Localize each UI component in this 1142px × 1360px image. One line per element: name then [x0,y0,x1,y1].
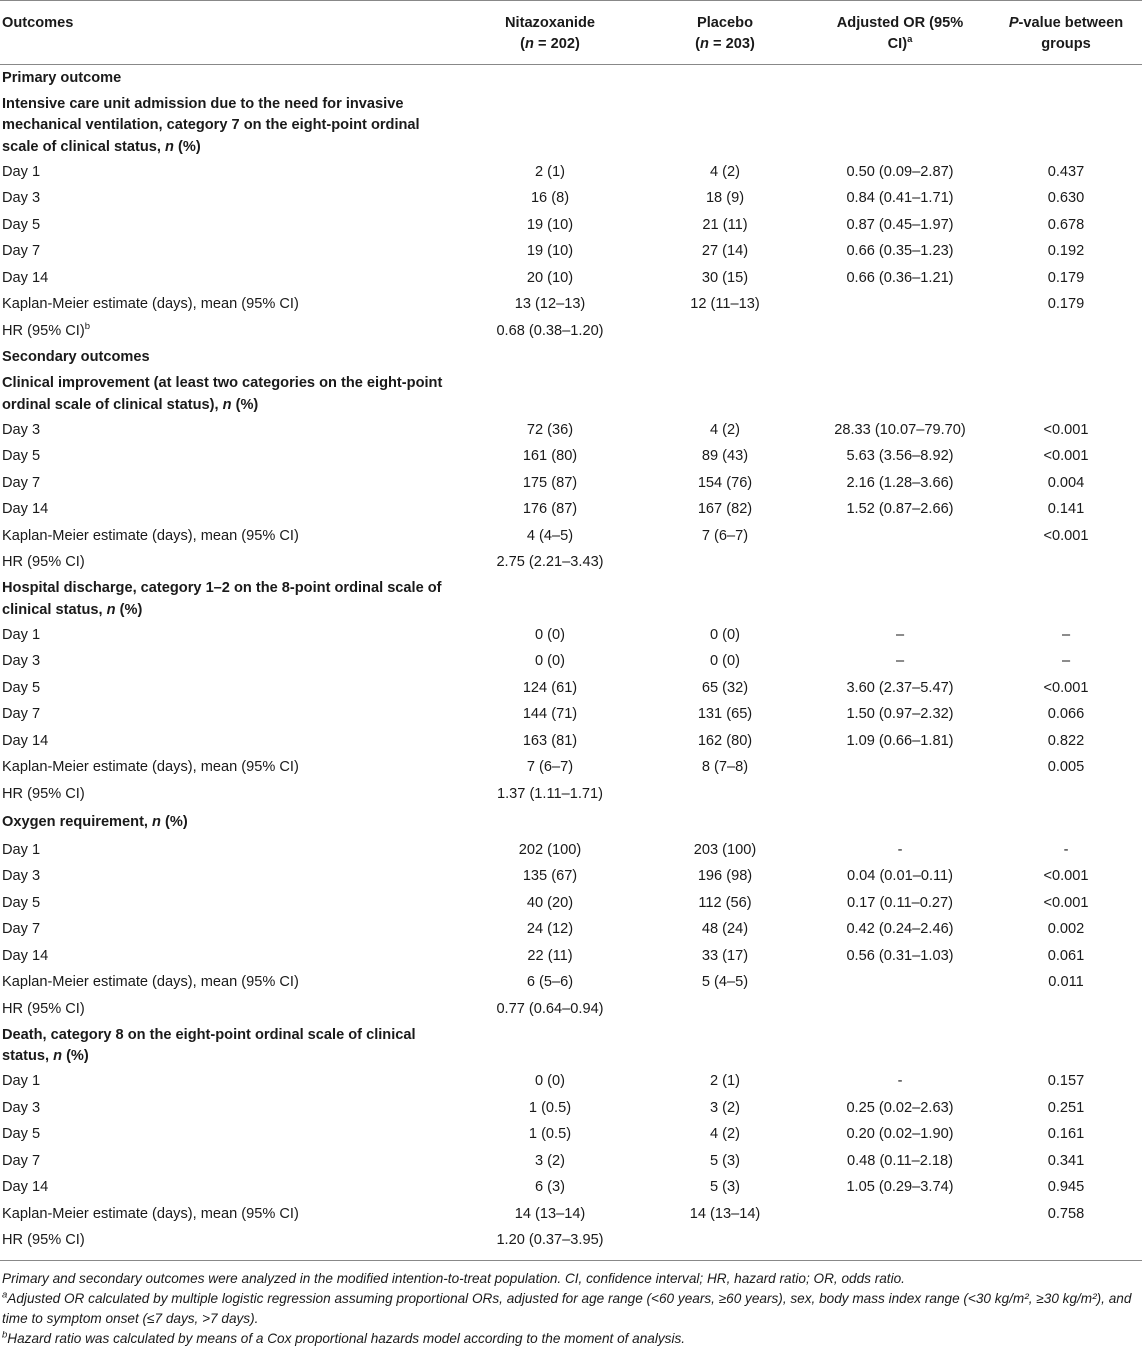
row-label [0,702,460,729]
nitazoxanide-value: 0 (0) [534,626,565,643]
placebo-value: 33 (17) [701,947,749,964]
empty-cell [990,371,1142,417]
placebo-value: 4 (2) [709,1126,740,1143]
row-label [0,186,460,213]
table-row [0,265,1142,292]
header-placebo: Placebo (n = 203) [640,1,810,65]
placebo-value: 0 (0) [709,653,740,670]
p-value [990,781,1142,808]
placebo-value: 7 (6–7) [701,527,749,544]
p-value: <0.001 [1043,679,1089,696]
placebo-value: 5 (3) [709,1152,740,1169]
empty-cell [990,65,1142,92]
adjusted-or-value: 0.50 (0.09–2.87) [846,163,954,180]
header-p-value: P-value between groups [990,1,1142,65]
footnote-b: $^b$Hazard ratio was calculated by means of a Cox proportional hazards model according to the moment of analysis. [2,1329,686,1346]
footnote-a: $^a$Adjusted OR calculated by multiple logistic regression assuming proportional ORs, adjusted for age range (<60 years, ≥60 years), sex, body mass index range (<30 kg/m², ≥30 kg/m²), and time to symptom onset (≤7 days, >7 days). [2,1289,1132,1326]
row-label-text: Day 5 [2,894,41,911]
nitazoxanide-value: 19 (10) [526,243,574,260]
placebo-value: 162 (80) [697,732,753,749]
placebo-value: 14 (13–14) [689,1205,761,1222]
p-value: 0.011 [1048,974,1084,991]
p-value: 0.141 [1047,501,1085,518]
empty-cell [810,65,990,92]
row-label [0,943,460,970]
row-label-text: Kaplan-Meier estimate (days), mean (95% CI) [2,1205,299,1222]
subheading-row [0,92,1142,160]
adjusted-or-value [810,970,990,997]
placebo-value: 4 (2) [709,163,740,180]
empty-cell [640,808,810,838]
adjusted-or-value: 0.04 (0.01–0.11) [846,868,954,885]
table-header [0,1,1142,65]
placebo-value: 8 (7–8) [701,759,749,776]
row-label-text: Day 14 [2,501,49,518]
section-row [0,345,1142,372]
row-label [0,917,460,944]
empty-cell [990,345,1142,372]
row-label [0,755,460,782]
table-row [0,1069,1142,1096]
row-label [0,970,460,997]
empty-cell [810,345,990,372]
adjusted-or-value: 0.20 (0.02–1.90) [846,1126,954,1143]
p-value: 0.002 [1047,921,1085,938]
nitazoxanide-value: 2.75 (2.21–3.43) [496,554,604,571]
adjusted-or-value: 0.56 (0.31–1.03) [846,947,954,964]
placebo-value: 30 (15) [701,269,749,286]
empty-cell [640,371,810,417]
row-label [0,444,460,471]
empty-cell [460,808,640,838]
outcome-subheading: Oxygen requirement, n (%) [2,814,188,830]
placebo-value: 3 (2) [709,1099,740,1116]
nitazoxanide-value: 1.20 (0.37–3.95) [460,1228,640,1261]
adjusted-or-value [810,1201,990,1228]
table-footnotes [0,1261,1142,1349]
outcome-subheading: Death, category 8 on the eight-point ordinal scale of clinical status, n (%) [2,1026,416,1064]
p-value: 0.678 [1047,216,1085,233]
nitazoxanide-value: 1 (0.5) [528,1126,572,1143]
nitazoxanide-value: 135 (67) [522,868,578,885]
p-value: <0.001 [1043,421,1089,438]
table-row [0,550,1142,577]
row-label [0,864,460,891]
row-label-text: Day 5 [2,679,41,696]
nitazoxanide-value: 72 (36) [526,421,574,438]
row-label [0,470,460,497]
placebo-value: 2 (1) [709,1073,740,1090]
placebo-value: 0 (0) [709,626,740,643]
table-row [0,1095,1142,1122]
adjusted-or-value: 0.87 (0.45–1.97) [846,216,954,233]
p-value: <0.001 [1043,868,1089,885]
subheading-row [0,1023,1142,1069]
row-label [0,649,460,676]
p-value: 0.822 [1047,732,1085,749]
adjusted-or-value: 3.60 (2.37–5.47) [846,679,954,696]
row-label [0,1148,460,1175]
empty-cell [810,1023,990,1069]
outcome-subheading: Intensive care unit admission due to the need for invasive mechanical ventilation, category 7 on the eight-point ordinal scale of clinical status, n (%) [2,95,420,155]
placebo-value [640,781,810,808]
section-title: Primary outcome [2,69,122,86]
p-value: 0.161 [1047,1126,1085,1143]
table-row [0,1201,1142,1228]
nitazoxanide-value: 3 (2) [534,1152,565,1169]
placebo-value [640,318,810,345]
p-value: 0.061 [1047,947,1085,964]
adjusted-or-value: 2.16 (1.28–3.66) [846,474,954,491]
row-label-text: Kaplan-Meier estimate (days), mean (95% CI) [2,974,299,991]
adjusted-or-value [810,1228,990,1261]
row-label-text: Day 7 [2,921,41,938]
nitazoxanide-value: 22 (11) [527,947,573,964]
adjusted-or-value: – [895,653,905,670]
nitazoxanide-value: 0.77 (0.64–0.94) [496,1000,604,1017]
table-row [0,444,1142,471]
adjusted-or-value: 0.25 (0.02–2.63) [846,1099,954,1116]
adjusted-or-value: 1.50 (0.97–2.32) [846,706,954,723]
subheading-row [0,371,1142,417]
empty-cell [640,1023,810,1069]
placebo-value: 203 (100) [693,841,757,858]
placebo-value [640,550,810,577]
table-row [0,675,1142,702]
table-row [0,497,1142,524]
row-label [0,622,460,649]
row-label [0,417,460,444]
adjusted-or-value: 5.63 (3.56–8.92) [846,448,954,465]
row-label-text: Day 1 [2,626,41,643]
p-value: – [1061,653,1071,670]
table-row [0,890,1142,917]
row-label-text: HR (95% CI) [2,1000,85,1017]
row-label [0,1095,460,1122]
p-value: 0.341 [1047,1152,1085,1169]
nitazoxanide-value: 6 (5–6) [526,974,574,991]
p-value: 0.192 [1047,243,1085,260]
table-row [0,649,1142,676]
row-label-text: HR (95% CI) [2,785,85,802]
row-label-text: Day 14 [2,947,49,964]
adjusted-or-value: 0.66 (0.35–1.23) [846,243,954,260]
nitazoxanide-value: 14 (13–14) [514,1205,586,1222]
row-label-text: Kaplan-Meier estimate (days), mean (95% CI) [2,296,299,313]
table-row [0,781,1142,808]
empty-cell [460,576,640,622]
row-label-text: Day 7 [2,243,41,260]
adjusted-or-value [810,523,990,550]
p-value [990,318,1142,345]
footnote-marker: b [84,320,91,332]
nitazoxanide-value: 175 (87) [522,474,578,491]
header-nitazoxanide-n: (n = 202) [520,36,580,52]
table-row [0,470,1142,497]
outcome-subheading: Hospital discharge, category 1–2 on the 8-point ordinal scale of clinical status, n (%) [2,580,442,618]
table-row [0,1122,1142,1149]
nitazoxanide-value: 0 (0) [534,1073,565,1090]
empty-cell [460,65,640,92]
empty-cell [640,345,810,372]
subheading-row [0,576,1142,622]
row-label [0,837,460,864]
table-row [0,1148,1142,1175]
table-row [0,864,1142,891]
empty-cell [640,65,810,92]
subheading-row [0,808,1142,838]
row-label-text: Day 3 [2,653,41,670]
p-value: 0.179 [1047,269,1085,286]
placebo-value: 12 (11–13) [690,296,760,313]
empty-cell [810,808,990,838]
placebo-value: 21 (11) [702,216,748,233]
row-label [0,1122,460,1149]
row-label [0,265,460,292]
nitazoxanide-value: 176 (87) [522,501,578,518]
row-label-text: Day 3 [2,1099,41,1116]
placebo-value: 5 (4–5) [701,974,749,991]
empty-cell [460,1023,640,1069]
table-row [0,970,1142,997]
placebo-value: 4 (2) [709,421,740,438]
row-label-text: Day 14 [2,732,49,749]
row-label-text: Day 3 [2,421,41,438]
table-row [0,622,1142,649]
p-value [990,1228,1142,1261]
row-label-text: Day 1 [2,1073,41,1090]
table-row [0,417,1142,444]
row-label-text: HR (95% CI) [2,554,85,571]
placebo-value: 196 (98) [697,868,753,885]
table-row [0,159,1142,186]
row-label [0,318,460,345]
nitazoxanide-value: 202 (100) [518,841,582,858]
adjusted-or-value: 0.42 (0.24–2.46) [846,921,954,938]
adjusted-or-value: 0.84 (0.41–1.71) [846,190,954,207]
adjusted-or-value: - [897,1073,903,1090]
table-row [0,702,1142,729]
row-label [0,1175,460,1202]
empty-cell [460,371,640,417]
footnote-general: Primary and secondary outcomes were analyzed in the modified intention-to-treat population. CI, confidence interval; HR, hazard ratio; OR, odds ratio. [2,1271,905,1286]
placebo-value: 89 (43) [701,448,749,465]
p-value: 0.005 [1047,759,1085,776]
table-row [0,728,1142,755]
row-label-text: Day 1 [2,841,41,858]
section-row [0,65,1142,92]
row-label [0,550,460,577]
p-value: 0.066 [1047,706,1085,723]
empty-cell [810,92,990,160]
empty-cell [810,576,990,622]
nitazoxanide-value: 16 (8) [530,190,570,207]
row-label [0,1069,460,1096]
row-label-text: Day 3 [2,868,41,885]
table-row [0,1175,1142,1202]
section-title: Secondary outcomes [2,349,150,366]
table-row [0,318,1142,345]
nitazoxanide-value: 1 (0.5) [528,1099,572,1116]
p-value: 0.251 [1047,1099,1085,1116]
row-label-text: Day 14 [2,269,49,286]
nitazoxanide-value: 20 (10) [526,269,574,286]
adjusted-or-value: 1.09 (0.66–1.81) [846,732,954,749]
p-value [990,996,1142,1023]
row-label-text: Day 3 [2,190,41,207]
adjusted-or-value: - [897,841,903,858]
p-value: <0.001 [1043,448,1089,465]
outcome-subheading: Clinical improvement (at least two categories on the eight-point ordinal scale of clinical status), n (%) [2,375,443,413]
empty-cell [810,371,990,417]
p-value: <0.001 [1043,894,1089,911]
table-row [0,996,1142,1023]
p-value: 0.758 [1047,1205,1085,1222]
placebo-value [640,996,810,1023]
row-label [0,675,460,702]
header-outcomes: Outcomes [0,1,460,65]
placebo-value: 154 (76) [697,474,753,491]
placebo-value: 112 (56) [698,894,752,911]
row-label [0,159,460,186]
placebo-value: 167 (82) [697,501,753,518]
adjusted-or-value: – [895,626,905,643]
nitazoxanide-value: 1.37 (1.11–1.71) [496,785,604,802]
placebo-value: 18 (9) [705,190,745,207]
row-label [0,781,460,808]
adjusted-or-value [810,781,990,808]
nitazoxanide-value: 40 (20) [526,894,574,911]
nitazoxanide-value: 19 (10) [526,216,574,233]
row-label-text: Day 5 [2,1126,41,1143]
row-label-text: Day 1 [2,163,41,180]
placebo-value: 5 (3) [709,1179,740,1196]
row-label-text: Kaplan-Meier estimate (days), mean (95% CI) [2,527,299,544]
empty-cell [460,92,640,160]
nitazoxanide-value: 24 (12) [526,921,574,938]
adjusted-or-value: 0.17 (0.11–0.27) [846,894,954,911]
table-body [0,65,1142,1261]
row-label [0,292,460,319]
nitazoxanide-value: 2 (1) [534,163,565,180]
adjusted-or-value [810,318,990,345]
row-label [0,239,460,266]
row-label-text: Day 5 [2,216,41,233]
empty-cell [990,1023,1142,1069]
adjusted-or-value [810,292,990,319]
nitazoxanide-value: 13 (12–13) [514,296,586,313]
adjusted-or-value: 1.52 (0.87–2.66) [846,501,954,518]
adjusted-or-value: 1.05 (0.29–3.74) [846,1179,954,1196]
placebo-value: 48 (24) [701,921,749,938]
table-row [0,186,1142,213]
row-label-text: Day 7 [2,474,41,491]
empty-cell [460,345,640,372]
empty-cell [640,576,810,622]
row-label-text: HR (95% CI) [2,1232,85,1249]
table-row [0,292,1142,319]
placebo-value: 65 (32) [701,679,749,696]
p-value [990,550,1142,577]
nitazoxanide-value: 163 (81) [522,732,578,749]
p-value: <0.001 [1043,527,1089,544]
adjusted-or-value: 28.33 (10.07–79.70) [834,421,966,438]
nitazoxanide-value: 0 (0) [534,653,565,670]
empty-cell [990,576,1142,622]
row-label-text: Kaplan-Meier estimate (days), mean (95% CI) [2,759,299,776]
row-label [0,728,460,755]
row-label [0,1201,460,1228]
row-label [0,212,460,239]
header-nitazoxanide: Nitazoxanide (n = 202) [460,1,640,65]
row-label-text: Day 5 [2,448,41,465]
nitazoxanide-value: 4 (4–5) [526,527,574,544]
table-row [0,523,1142,550]
row-label [0,1228,460,1261]
row-label [0,890,460,917]
p-value: 0.179 [1047,296,1085,313]
nitazoxanide-value: 7 (6–7) [526,759,574,776]
table-row [0,212,1142,239]
adjusted-or-value [810,755,990,782]
table-row [0,755,1142,782]
row-label-text: Day 7 [2,706,41,723]
table-row [0,1228,1142,1261]
row-label-text: Day 7 [2,1152,41,1169]
table-row [0,239,1142,266]
row-label [0,523,460,550]
p-value: 0.157 [1047,1073,1085,1090]
table-row [0,837,1142,864]
header-adjusted-or: Adjusted OR (95% CI)$^a$ [810,1,990,65]
empty-cell [990,808,1142,838]
p-value: - [1063,841,1069,858]
placebo-value [640,1228,810,1261]
header-placebo-n: (n = 203) [695,36,755,52]
p-value: 0.945 [1047,1179,1085,1196]
adjusted-or-value: 0.48 (0.11–2.18) [846,1152,954,1169]
adjusted-or-value [810,550,990,577]
table-row [0,943,1142,970]
placebo-value: 27 (14) [701,243,749,260]
row-label-text: Day 14 [2,1179,49,1196]
empty-cell [990,92,1142,160]
nitazoxanide-value: 144 (71) [522,706,578,723]
row-label [0,996,460,1023]
p-value: – [1061,626,1071,643]
placebo-value: 131 (65) [697,706,753,723]
table-row [0,917,1142,944]
nitazoxanide-value: 6 (3) [534,1179,565,1196]
p-value: 0.437 [1047,163,1085,180]
empty-cell [640,92,810,160]
nitazoxanide-value: 0.68 (0.38–1.20) [496,322,604,339]
row-label-text: HR (95% CI) [2,322,85,339]
nitazoxanide-value: 124 (61) [522,679,578,696]
p-value: 0.004 [1047,474,1085,491]
adjusted-or-value: 0.66 (0.36–1.21) [846,269,954,286]
adjusted-or-value [810,996,990,1023]
p-value: 0.630 [1047,190,1085,207]
row-label [0,497,460,524]
nitazoxanide-value: 161 (80) [522,448,578,465]
